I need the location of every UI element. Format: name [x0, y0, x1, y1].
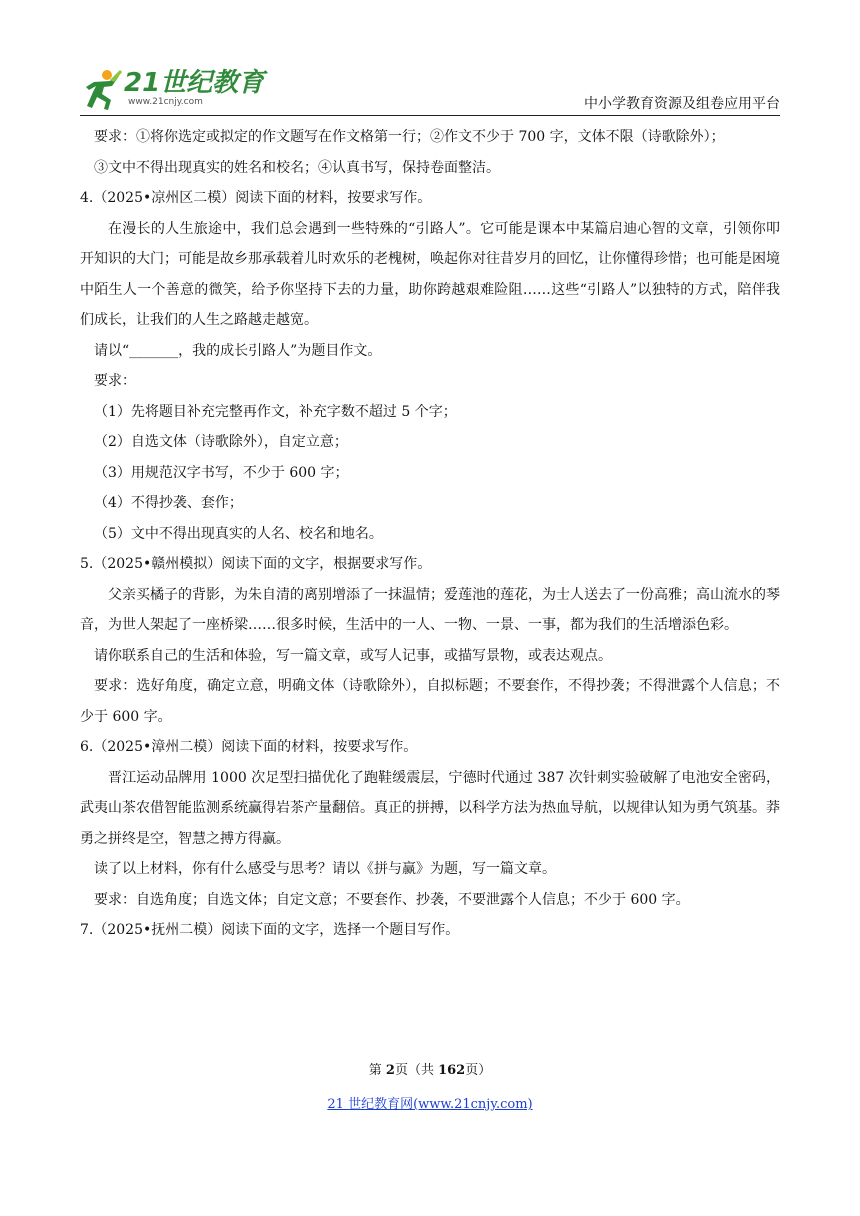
- prompt-line: 请你联系自己的生活和体验，写一篇文章，或写人记事，或描写景物，或表达观点。: [94, 647, 612, 664]
- prompt-line: 读了以上材料，你有什么感受与思考？请以《拼与赢》为题，写一篇文章。: [94, 861, 556, 877]
- page-mid: 页（共: [394, 1063, 439, 1078]
- current-page: 2: [385, 1063, 395, 1078]
- requirement-paragraph: 要求：自选角度；自选文体；自定文意；不要套作、抄袭，不要泄露个人信息；不少于 600 字。: [94, 891, 690, 908]
- running-figure-icon: [80, 68, 124, 112]
- platform-name: 中小学教育资源及组卷应用平台: [584, 96, 780, 112]
- question-heading: 6.（2025•漳州二模）阅读下面的材料，按要求写作。: [80, 739, 418, 755]
- page-prefix: 第: [368, 1063, 386, 1078]
- requirement-item: （2）自选文体（诗歌除外），自定立意；: [94, 434, 348, 450]
- material-paragraph: 晋江运动品牌用 1000 次足型扫描优化了跑鞋缓震层，宁德时代通过 387 次针刺实验破解了电池安全密码，武夷山茶农借智能监测系统赢得岩茶产量翻倍。真正的拼搏，以科学方法为热血导航，以规律认知为勇气筑基。莽勇之拼终是空，智慧之搏方得赢。: [80, 769, 780, 847]
- site-logo: [80, 66, 265, 114]
- document-body: [80, 122, 780, 946]
- page-number: [0, 1062, 860, 1080]
- question-heading: 4.（2025•凉州区二模）阅读下面的材料，按要求写作。: [80, 190, 432, 206]
- site-link[interactable]: 21 世纪教育网(www.21cnjy.com): [327, 1097, 533, 1112]
- material-paragraph: 父亲买橘子的背影，为朱自清的离别增添了一抹温情；爱莲池的莲花，为士人送去了一份高雅；高山流水的琴音，为世人架起了一座桥梁……很多时候，生活中的一人、一物、一景、一事，都为我们的生活增添色彩。: [80, 586, 780, 633]
- footer-link-container: [0, 1096, 860, 1114]
- prompt-line: 请以“_______，我的成长引路人”为题目作文。: [94, 342, 382, 359]
- requirement-label: 要求：: [94, 373, 136, 389]
- requirement-item: （1）先将题目补充完整再作文，补充字数不超过 5 个字；: [94, 403, 457, 420]
- requirement-item: （3）用规范汉字书写，不少于 600 字；: [94, 464, 349, 481]
- page-suffix: 页）: [465, 1063, 492, 1078]
- question-heading: 5.（2025•赣州模拟）阅读下面的文字，根据要求写作。: [80, 556, 432, 572]
- requirement-item: （5）文中不得出现真实的人名、校名和地名。: [94, 525, 383, 542]
- material-paragraph: 在漫长的人生旅途中，我们总会遇到一些特殊的“引路人”。它可能是课本中某篇启迪心智的文章，引领你叩开知识的大门；可能是故乡那承载着儿时欢乐的老槐树，唤起你对往昔岁月的回忆，让你懂得珍惜；也可能是困境中陌生人一个善意的微笑，给予你坚持下去的力量，助你跨越艰难险阻……这些“引路人”以独特的方式，陪伴我们成长，让我们的人生之路越走越宽。: [80, 220, 780, 328]
- logo-title: 21世纪教育: [124, 68, 265, 98]
- logo-url: www.21cnjy.com: [128, 97, 203, 107]
- total-pages: 162: [438, 1063, 466, 1078]
- requirement-line: ③文中不得出现真实的姓名和校名；④认真书写，保持卷面整洁。: [94, 159, 500, 176]
- page-header: [80, 66, 780, 114]
- requirement-line: 要求：①将你选定或拟定的作文题写在作文格第一行；②作文不少于 700 字，文体不限（诗歌除外）；: [94, 129, 725, 145]
- header-divider: [80, 115, 780, 116]
- requirement-item: （4）不得抄袭、套作；: [94, 495, 243, 511]
- requirement-paragraph: 要求：选好角度，确定立意，明确文体（诗歌除外），自拟标题；不要套作，不得抄袭；不得泄露个人信息；不少于 600 字。: [80, 678, 780, 725]
- question-heading: 7.（2025•抚州二模）阅读下面的文字，选择一个题目写作。: [80, 922, 460, 938]
